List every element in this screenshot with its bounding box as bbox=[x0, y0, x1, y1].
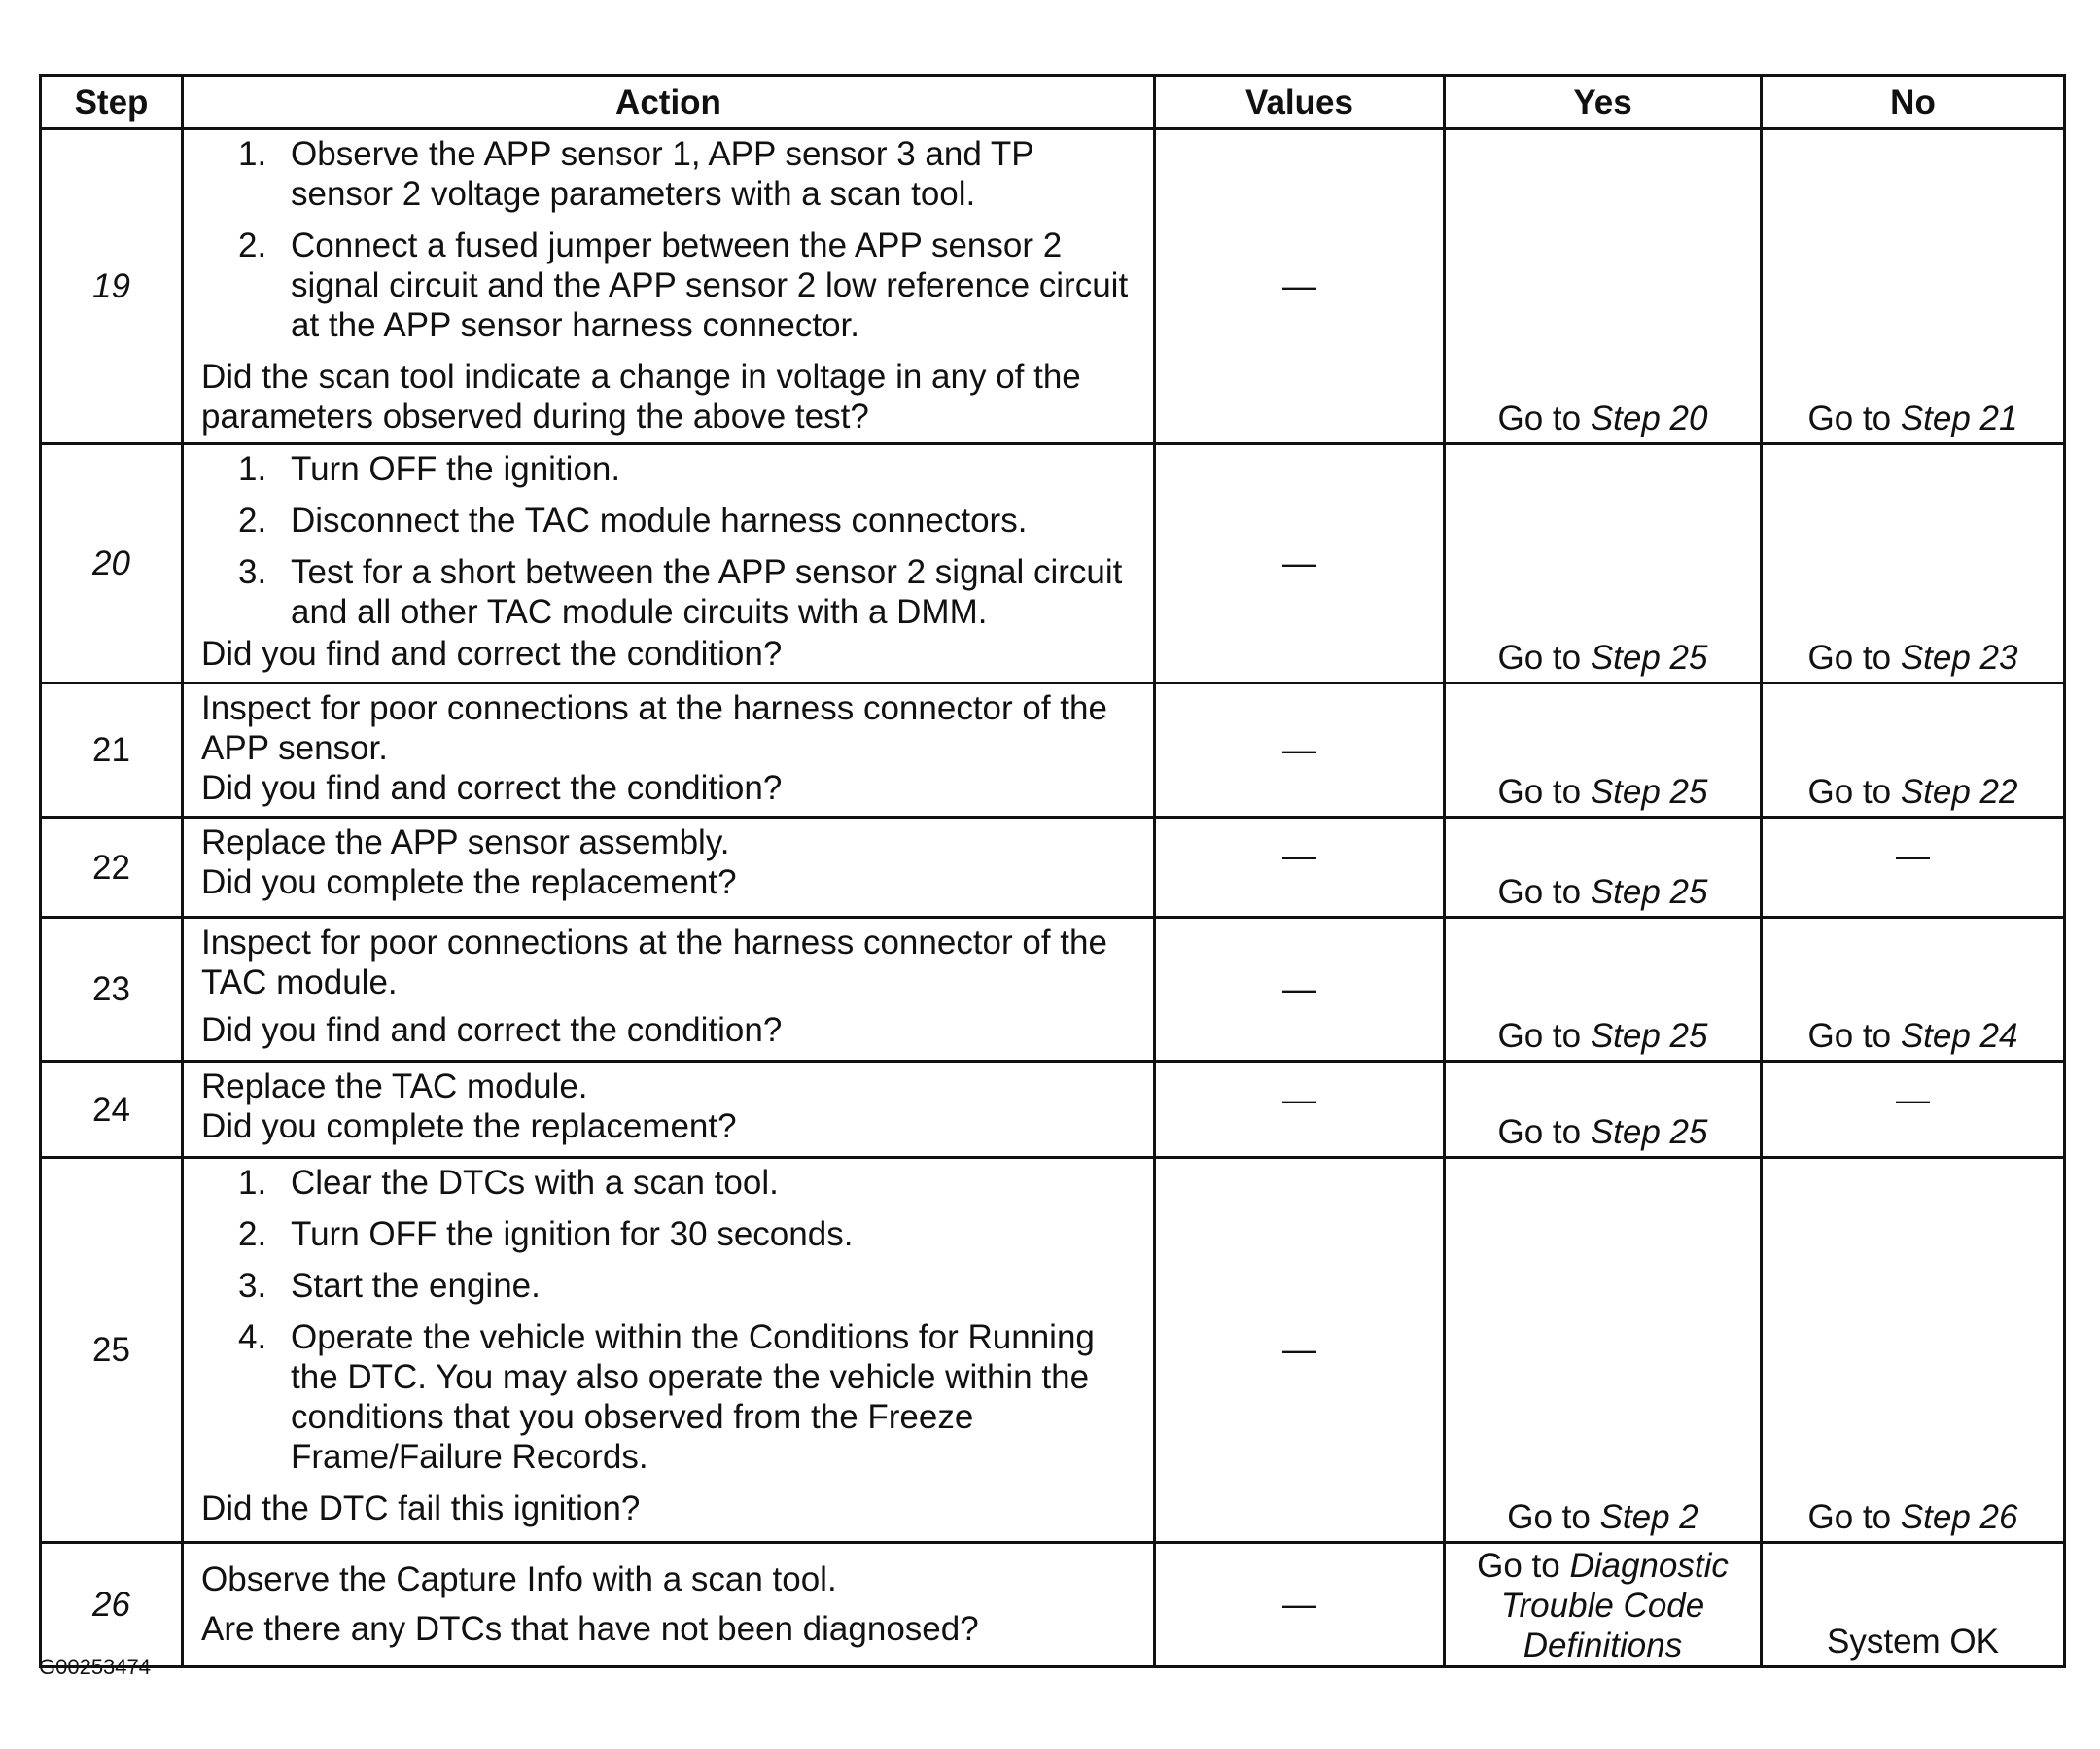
goto-step-link[interactable]: Step 21 bbox=[1900, 400, 2018, 437]
values-cell: — bbox=[1155, 683, 1445, 818]
action-cell bbox=[183, 1158, 1155, 1543]
action-question: Are there any DTCs that have not been diagnosed? bbox=[201, 1609, 979, 1648]
figure-id: G00253474 bbox=[39, 1655, 151, 1679]
list-item: 1. Clear the DTCs with a scan tool. bbox=[238, 1164, 779, 1202]
action-cell bbox=[183, 818, 1155, 918]
action-question: Did you complete the replacement? bbox=[201, 863, 737, 901]
list-item: 2. Disconnect the TAC module harness connectors. bbox=[238, 502, 1028, 540]
list-item-text: Turn OFF the ignition. bbox=[291, 450, 621, 488]
values-cell: — bbox=[1155, 818, 1445, 918]
header-action: Action bbox=[183, 76, 1155, 129]
no-cell bbox=[1762, 683, 2065, 818]
yes-cell bbox=[1445, 683, 1762, 818]
action-list bbox=[201, 134, 1136, 345]
list-item: 1. Observe the APP sensor 1, APP sensor 3 and TP sensor 2 voltage parameters with a scan tool. bbox=[238, 135, 1034, 213]
action-cell bbox=[183, 1062, 1155, 1158]
goto-step-link[interactable]: Step 26 bbox=[1900, 1498, 2018, 1536]
list-item-text: Operate the vehicle within the Conditions for Running the DTC. You may also operate the vehicle within the conditions that you observed from the Freeze Frame/Failure Records. bbox=[291, 1318, 1095, 1476]
yes-cell bbox=[1445, 1543, 1762, 1667]
goto-step-link[interactable]: Step 22 bbox=[1900, 773, 2018, 811]
values-cell: — bbox=[1155, 129, 1445, 444]
action-cell bbox=[183, 683, 1155, 818]
values-cell: — bbox=[1155, 918, 1445, 1062]
table-row bbox=[41, 444, 2065, 683]
list-item: 2. Connect a fused jumper between the APP sensor 2 signal circuit and the APP sensor 2 low reference circuit at the APP sensor harness connector. bbox=[238, 227, 1129, 344]
yes-cell bbox=[1445, 1158, 1762, 1543]
values-cell: — bbox=[1155, 1158, 1445, 1543]
step-number: 24 bbox=[41, 1062, 183, 1158]
action-cell bbox=[183, 1543, 1155, 1667]
list-item-text: Connect a fused jumper between the APP sensor 2 signal circuit and the APP sensor 2 low reference circuit at the APP sensor harness connector. bbox=[291, 227, 1129, 344]
action-question: Did you find and correct the condition? bbox=[201, 1011, 783, 1049]
goto-step-link[interactable]: Step 20 bbox=[1590, 400, 1708, 437]
values-cell: — bbox=[1155, 1543, 1445, 1667]
step-number: 21 bbox=[41, 683, 183, 818]
goto-step-link[interactable]: Step 25 bbox=[1590, 773, 1708, 811]
action-cell bbox=[183, 444, 1155, 683]
values-cell: — bbox=[1155, 444, 1445, 683]
goto-prefix: Go to bbox=[1807, 400, 1901, 437]
no-cell: System OK bbox=[1762, 1543, 2065, 1667]
no-cell: — bbox=[1762, 818, 2065, 918]
action-text: Inspect for poor connections at the harness connector of the TAC module. bbox=[201, 924, 1107, 1001]
list-item: 3. Test for a short between the APP sensor 2 signal circuit and all other TAC module circuits with a DMM. bbox=[238, 553, 1123, 631]
action-question: Did you find and correct the condition? bbox=[201, 769, 783, 807]
goto-prefix: Go to bbox=[1497, 1113, 1591, 1151]
table-row bbox=[41, 1543, 2065, 1667]
list-item-text: Observe the APP sensor 1, APP sensor 3 and TP sensor 2 voltage parameters with a scan tool. bbox=[291, 135, 1034, 213]
table-row bbox=[41, 1062, 2065, 1158]
action-question: Did you complete the replacement? bbox=[201, 1107, 737, 1145]
no-cell bbox=[1762, 1158, 2065, 1543]
yes-cell bbox=[1445, 129, 1762, 444]
goto-step-link[interactable]: Step 2 bbox=[1599, 1498, 1698, 1536]
table-row bbox=[41, 129, 2065, 444]
goto-step-link[interactable]: Step 23 bbox=[1900, 639, 2018, 677]
header-no: No bbox=[1762, 76, 2065, 129]
list-item: 3. Start the engine. bbox=[238, 1267, 541, 1305]
action-question: Did the DTC fail this ignition? bbox=[201, 1489, 641, 1527]
action-text: Inspect for poor connections at the harness connector of the APP sensor. bbox=[201, 689, 1107, 767]
goto-prefix: Go to bbox=[1497, 773, 1591, 811]
list-item-text: Start the engine. bbox=[291, 1267, 541, 1305]
goto-prefix: Go to bbox=[1497, 639, 1591, 677]
table-row bbox=[41, 1158, 2065, 1543]
header-values: Values bbox=[1155, 76, 1445, 129]
values-cell: — bbox=[1155, 1062, 1445, 1158]
action-text: Replace the APP sensor assembly. bbox=[201, 823, 730, 861]
goto-step-link[interactable]: Step 25 bbox=[1590, 1017, 1708, 1055]
goto-prefix: Go to bbox=[1477, 1547, 1570, 1585]
goto-step-link[interactable]: Step 25 bbox=[1590, 1113, 1708, 1151]
step-number: 23 bbox=[41, 918, 183, 1062]
step-number: 26 bbox=[41, 1543, 183, 1667]
action-text: Observe the Capture Info with a scan tool. bbox=[201, 1559, 837, 1598]
no-cell bbox=[1762, 918, 2065, 1062]
header-row bbox=[41, 76, 2065, 129]
goto-prefix: Go to bbox=[1807, 1017, 1901, 1055]
yes-cell bbox=[1445, 818, 1762, 918]
list-item: 1. Turn OFF the ignition. bbox=[238, 450, 621, 488]
header-step: Step bbox=[41, 76, 183, 129]
table-row bbox=[41, 918, 2065, 1062]
list-item-text: Turn OFF the ignition for 30 seconds. bbox=[291, 1215, 854, 1253]
table-row bbox=[41, 683, 2065, 818]
diagnostic-steps-table bbox=[39, 74, 2066, 1668]
goto-step-link[interactable]: Diagnostic Trouble Code Definitions bbox=[1500, 1547, 1729, 1664]
goto-step-link[interactable]: Step 24 bbox=[1900, 1017, 2018, 1055]
goto-prefix: Go to bbox=[1497, 873, 1591, 911]
no-cell: — bbox=[1762, 1062, 2065, 1158]
step-number: 25 bbox=[41, 1158, 183, 1543]
no-cell bbox=[1762, 444, 2065, 683]
step-number: 22 bbox=[41, 818, 183, 918]
list-item: 4. Operate the vehicle within the Conditions for Running the DTC. You may also operate the vehicle within the conditions that you observed from the Freeze Frame/Failure Records. bbox=[238, 1318, 1095, 1476]
action-text: Replace the TAC module. bbox=[201, 1067, 588, 1105]
action-list bbox=[201, 1163, 1136, 1477]
goto-step-link[interactable]: Step 25 bbox=[1590, 639, 1708, 677]
list-item-text: Clear the DTCs with a scan tool. bbox=[291, 1164, 779, 1202]
action-cell bbox=[183, 129, 1155, 444]
table-row bbox=[41, 818, 2065, 918]
goto-prefix: Go to bbox=[1497, 1017, 1591, 1055]
action-question: Did the scan tool indicate a change in voltage in any of the parameters observed during the above test? bbox=[201, 358, 1081, 436]
yes-cell bbox=[1445, 918, 1762, 1062]
action-question: Did you find and correct the condition? bbox=[201, 635, 783, 673]
action-list bbox=[201, 449, 1136, 632]
list-item-text: Test for a short between the APP sensor 2 signal circuit and all other TAC module circuits with a DMM. bbox=[291, 553, 1123, 631]
yes-cell bbox=[1445, 444, 1762, 683]
header-yes: Yes bbox=[1445, 76, 1762, 129]
yes-cell bbox=[1445, 1062, 1762, 1158]
goto-prefix: Go to bbox=[1807, 1498, 1901, 1536]
step-number: 20 bbox=[41, 444, 183, 683]
list-item-text: Disconnect the TAC module harness connectors. bbox=[291, 502, 1028, 540]
no-cell bbox=[1762, 129, 2065, 444]
action-cell bbox=[183, 918, 1155, 1062]
goto-prefix: Go to bbox=[1507, 1498, 1600, 1536]
goto-prefix: Go to bbox=[1807, 773, 1901, 811]
goto-prefix: Go to bbox=[1807, 639, 1901, 677]
step-number: 19 bbox=[41, 129, 183, 444]
list-item: 2. Turn OFF the ignition for 30 seconds. bbox=[238, 1215, 854, 1253]
goto-step-link[interactable]: Step 25 bbox=[1590, 873, 1708, 911]
goto-prefix: Go to bbox=[1497, 400, 1591, 437]
